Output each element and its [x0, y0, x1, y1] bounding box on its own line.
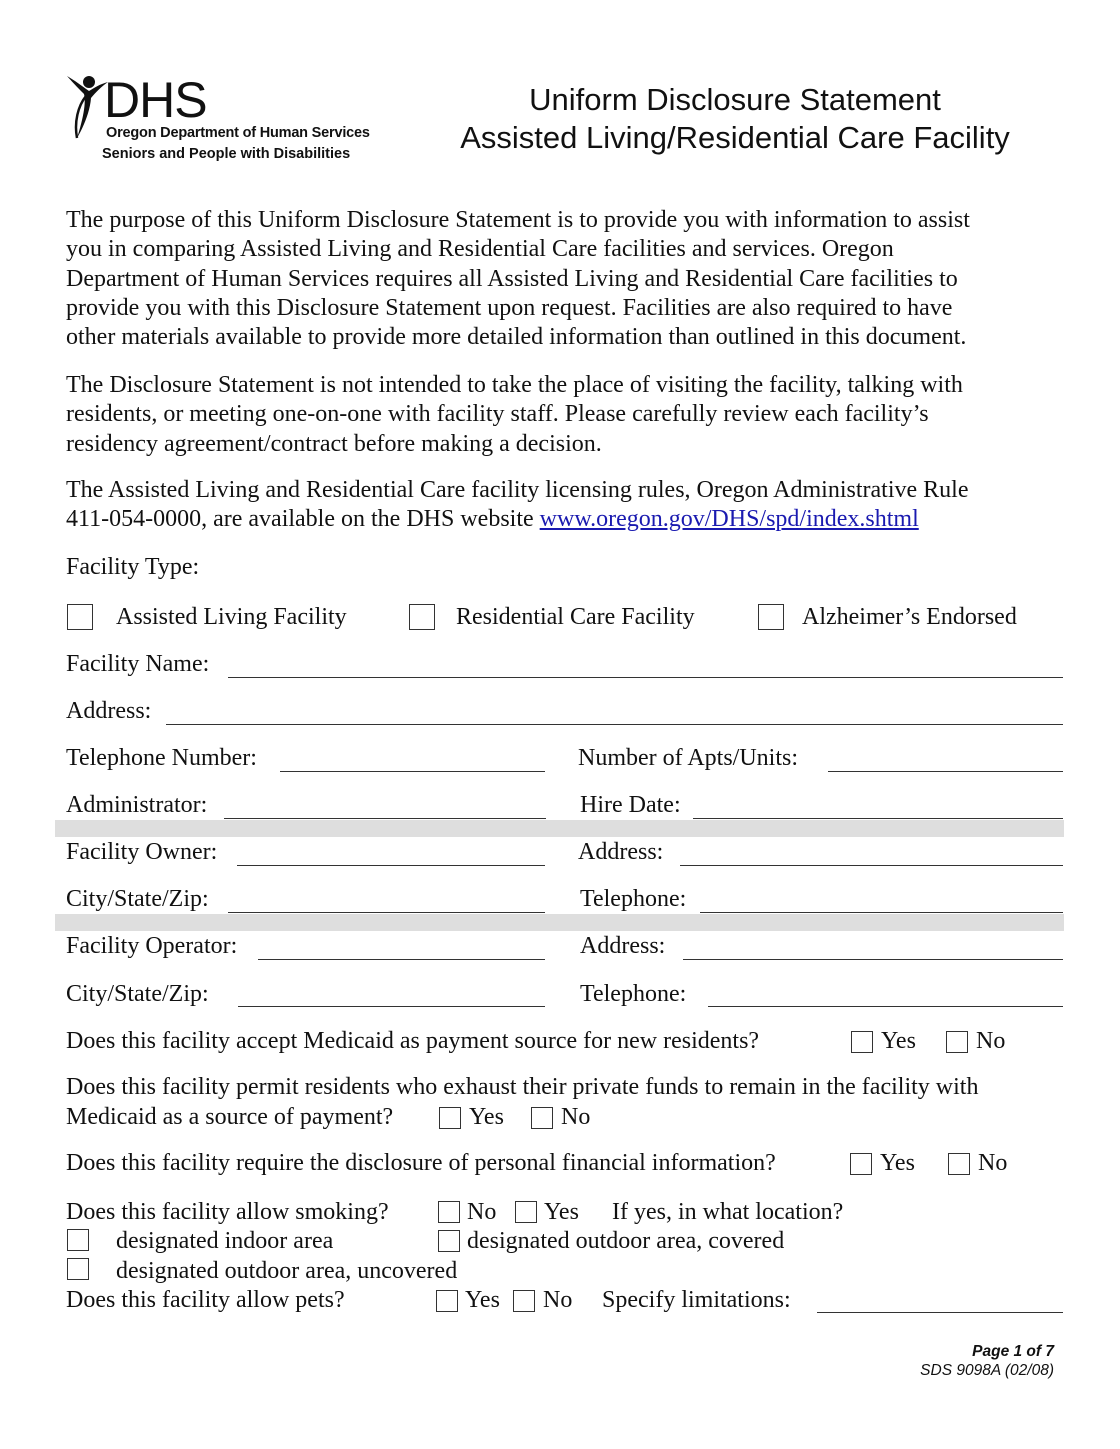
- operator-city-field[interactable]: [238, 1006, 545, 1007]
- medicaid-new-yes-checkbox[interactable]: [851, 1031, 873, 1053]
- medicaid-exhaust-no-label: No: [561, 1104, 591, 1130]
- administrator-field[interactable]: [224, 818, 546, 819]
- paragraph-line: The Disclosure Statement is not intended to take the place of visiting the facility, talking with: [66, 372, 963, 398]
- facility-name-label: Facility Name:: [66, 651, 210, 677]
- person-figure-icon: [64, 72, 108, 144]
- operator-telephone-label: Telephone:: [580, 981, 687, 1007]
- telephone-number-label: Telephone Number:: [66, 745, 257, 771]
- residential-care-label: Residential Care Facility: [456, 604, 695, 630]
- medicaid-new-question: Does this facility accept Medicaid as payment source for new residents?: [66, 1028, 760, 1054]
- smoking-outdoor-covered-checkbox[interactable]: [438, 1230, 460, 1252]
- logo-wordmark: DHS: [104, 72, 207, 128]
- administrator-label: Administrator:: [66, 792, 208, 818]
- paragraph-line: [66, 505, 1066, 534]
- medicaid-new-yes-label: Yes: [881, 1028, 916, 1054]
- medicaid-exhaust-question: Does this facility permit residents who exhaust their private funds to remain in the facility with: [66, 1074, 979, 1100]
- smoking-no-checkbox[interactable]: [438, 1201, 460, 1223]
- paragraph-line: Department of Human Services requires all Assisted Living and Residential Care facilities to: [66, 265, 958, 292]
- facility-name-field[interactable]: [228, 677, 1063, 678]
- smoking-location-prompt: If yes, in what location?: [612, 1199, 844, 1225]
- address-label: Address:: [66, 698, 152, 724]
- medicaid-exhaust-yes-label: Yes: [469, 1104, 504, 1130]
- smoking-question: Does this facility allow smoking?: [66, 1199, 389, 1225]
- pets-no-label: No: [543, 1287, 573, 1313]
- hire-date-label: Hire Date:: [580, 792, 681, 818]
- facility-owner-field[interactable]: [237, 865, 545, 866]
- smoking-outdoor-covered-label: designated outdoor area, covered: [467, 1228, 785, 1254]
- assisted-living-label: Assisted Living Facility: [116, 604, 347, 630]
- page-number: Page 1 of 7: [972, 1343, 1054, 1360]
- paragraph-line: residency agreement/contract before making a decision.: [66, 430, 602, 457]
- owner-address-field[interactable]: [680, 865, 1063, 866]
- smoking-yes-checkbox[interactable]: [515, 1201, 537, 1223]
- facility-owner-label: Facility Owner:: [66, 839, 218, 865]
- paragraph-line: residents, or meeting one-on-one with facility staff. Please carefully review each facility’s: [66, 401, 929, 428]
- pets-yes-checkbox[interactable]: [436, 1290, 458, 1312]
- pets-limitations-field[interactable]: [817, 1312, 1063, 1313]
- assisted-living-checkbox[interactable]: [67, 604, 93, 630]
- section-divider-band: [55, 820, 1064, 837]
- residential-care-checkbox[interactable]: [409, 604, 435, 630]
- intro-paragraph-purpose: [66, 206, 1066, 352]
- paragraph-line: provide you with this Disclosure Statement upon request. Facilities are also required to have: [66, 294, 953, 321]
- number-of-units-label: Number of Apts/Units:: [578, 745, 798, 771]
- alzheimers-endorsed-checkbox[interactable]: [758, 604, 784, 630]
- financial-disclosure-yes-checkbox[interactable]: [850, 1153, 872, 1175]
- intro-paragraph-rules: [66, 476, 1066, 535]
- alzheimers-endorsed-label: Alzheimer’s Endorsed: [802, 604, 1017, 630]
- facility-type-label: Facility Type:: [66, 554, 200, 580]
- owner-city-label: City/State/Zip:: [66, 886, 209, 912]
- pets-yes-label: Yes: [465, 1287, 500, 1313]
- owner-telephone-field[interactable]: [700, 912, 1063, 913]
- smoking-outdoor-uncovered-checkbox[interactable]: [67, 1258, 89, 1280]
- financial-disclosure-no-label: No: [978, 1150, 1008, 1176]
- logo-division: Seniors and People with Disabilities: [102, 146, 351, 162]
- facility-operator-field[interactable]: [258, 959, 545, 960]
- medicaid-new-no-label: No: [976, 1028, 1006, 1054]
- pets-limitations-label: Specify limitations:: [602, 1287, 791, 1313]
- operator-address-label: Address:: [580, 933, 666, 959]
- smoking-yes-label: Yes: [544, 1199, 579, 1225]
- number-of-units-field[interactable]: [828, 771, 1063, 772]
- smoking-indoor-label: designated indoor area: [116, 1228, 334, 1254]
- paragraph-line: other materials available to provide more detailed information than outlined in this document.: [66, 324, 967, 351]
- medicaid-exhaust-question-cont: Medicaid as a source of payment?: [66, 1104, 394, 1130]
- medicaid-new-no-checkbox[interactable]: [946, 1031, 968, 1053]
- smoking-indoor-checkbox[interactable]: [67, 1229, 89, 1251]
- paragraph-line: The Assisted Living and Residential Care facility licensing rules, Oregon Administrative Rule: [66, 477, 969, 503]
- telephone-number-field[interactable]: [280, 771, 545, 772]
- section-divider-band: [55, 914, 1064, 931]
- document-subtitle: Assisted Living/Residential Care Facility: [460, 120, 1010, 155]
- owner-address-label: Address:: [578, 839, 664, 865]
- pets-no-checkbox[interactable]: [513, 1290, 535, 1312]
- operator-city-label: City/State/Zip:: [66, 981, 209, 1007]
- paragraph-line: The purpose of this Uniform Disclosure Statement is to provide you with information to assist: [66, 207, 970, 233]
- owner-telephone-label: Telephone:: [580, 886, 687, 912]
- paragraph-line-prefix: 411-054-0000, are available on the DHS website: [66, 506, 540, 533]
- pets-question: Does this facility allow pets?: [66, 1287, 345, 1313]
- financial-disclosure-yes-label: Yes: [880, 1150, 915, 1176]
- operator-address-field[interactable]: [683, 959, 1063, 960]
- paragraph-line: you in comparing Assisted Living and Residential Care facilities and services. Oregon: [66, 236, 894, 263]
- facility-operator-label: Facility Operator:: [66, 933, 238, 959]
- smoking-outdoor-uncovered-label: designated outdoor area, uncovered: [116, 1258, 458, 1284]
- document-title: Uniform Disclosure Statement: [529, 82, 941, 117]
- financial-disclosure-question: Does this facility require the disclosure of personal financial information?: [66, 1150, 776, 1176]
- dhs-website-link[interactable]: www.oregon.gov/DHS/spd/index.shtml: [539, 506, 919, 533]
- form-id: SDS 9098A (02/08): [920, 1362, 1054, 1379]
- address-field[interactable]: [166, 724, 1063, 725]
- hire-date-field[interactable]: [693, 818, 1063, 819]
- intro-paragraph-visit: [66, 371, 1066, 459]
- financial-disclosure-no-checkbox[interactable]: [948, 1153, 970, 1175]
- operator-telephone-field[interactable]: [708, 1006, 1063, 1007]
- owner-city-field[interactable]: [228, 912, 545, 913]
- medicaid-exhaust-no-checkbox[interactable]: [531, 1107, 553, 1129]
- dhs-logo: [64, 72, 370, 167]
- medicaid-exhaust-yes-checkbox[interactable]: [439, 1107, 461, 1129]
- logo-department: Oregon Department of Human Services: [106, 125, 370, 141]
- smoking-no-label: No: [467, 1199, 497, 1225]
